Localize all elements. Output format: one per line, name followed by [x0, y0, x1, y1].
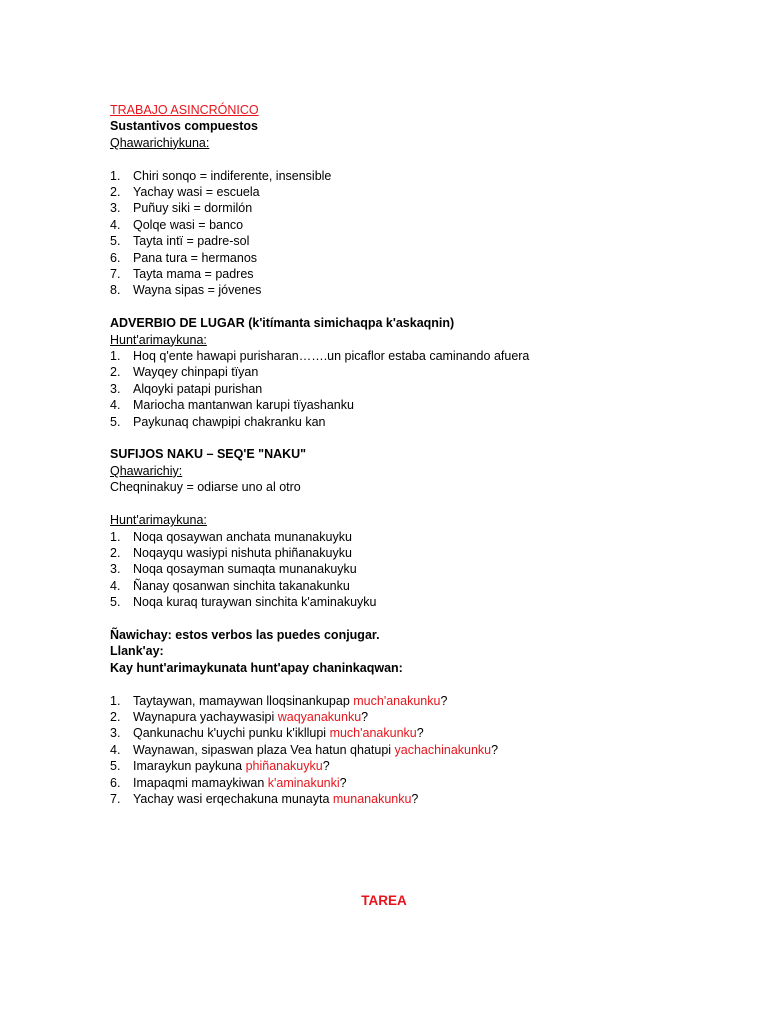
section2-title: ADVERBIO DE LUGAR (k'itímanta simichaqpa k'askaqnin) [110, 316, 455, 331]
list-item-text: Yachay wasi = escuela [133, 185, 260, 200]
section1-list [110, 168, 750, 299]
list-item-number: 2. [110, 185, 121, 200]
sentence-text: Taytaywan, mamaywan lloqsinankupap [133, 693, 354, 708]
list-item-number: 3. [110, 381, 121, 396]
list-item-number: 1. [110, 349, 121, 364]
section3-list [110, 529, 750, 611]
list-item-number: 5. [110, 414, 121, 429]
list-item-text: Ñanay qosanwan sinchita takanakunku [133, 578, 350, 593]
list-item-number: 5. [110, 595, 121, 610]
sentence-text: Imapaqmi mamaykiwan [133, 775, 268, 790]
list-item [110, 217, 750, 233]
sentence-text: Yachay wasi erqechakuna munayta [133, 791, 333, 806]
sentence-end: ? [339, 775, 347, 790]
list-item-text: Noqa qosayman sumaqta munanakuyku [133, 562, 357, 577]
list-item-number: 4. [110, 578, 121, 593]
sentence-end: ? [491, 742, 499, 757]
list-item [110, 742, 750, 758]
highlighted-verb: yachachinakunku [394, 742, 492, 757]
list-item-number: 6. [110, 775, 121, 790]
sentence-text: Imaraykun paykuna [133, 759, 246, 774]
section1-subtitle: Qhawarichiykuna: [110, 135, 210, 150]
list-item [110, 364, 750, 380]
list-item [110, 709, 750, 725]
list-item [110, 200, 750, 216]
list-item-text: Wayqey chinpapi tïyan [133, 365, 259, 380]
footer-tarea: TAREA [361, 893, 407, 908]
list-item-text: Chiri sonqo = indiferente, insensible [133, 168, 332, 183]
document-page [110, 102, 750, 807]
section4-reading-note: Ñawichay: estos verbos las puedes conjugar. [110, 627, 380, 642]
list-item-text [133, 775, 347, 791]
highlighted-verb: much'anakunku [353, 693, 441, 708]
sentence-end: ? [361, 709, 369, 724]
list-item-text [133, 742, 498, 758]
list-item-number: 7. [110, 267, 121, 282]
list-item [110, 775, 750, 791]
sentence-text: Qankunachu k'uychi punku k'ikllupi [133, 726, 330, 741]
section3-title: SUFIJOS NAKU – SEQ'E "NAKU" [110, 447, 307, 462]
highlighted-verb: k'aminakunki [267, 775, 340, 790]
list-item-number: 1. [110, 529, 121, 544]
sentence-text: Waynawan, sipaswan plaza Vea hatun qhatupi [133, 742, 395, 757]
section3-example: Cheqninakuy = odiarse uno al otro [110, 480, 301, 495]
section4-instruction: Kay hunt'arimaykunata hunt'apay chaninkaqwan: [110, 660, 403, 675]
list-item-number: 2. [110, 365, 121, 380]
list-item [110, 561, 750, 577]
list-item-text: Noqa kuraq turaywan sinchita k'aminakuyku [133, 595, 377, 610]
list-item [110, 266, 750, 282]
section4-list [110, 693, 750, 808]
highlighted-verb: much'anakunku [329, 726, 417, 741]
list-item-text [133, 693, 447, 709]
list-item-text: Paykunaq chawpipi chakranku kan [133, 414, 326, 429]
list-item-number: 1. [110, 693, 121, 708]
list-item [110, 725, 750, 741]
list-item-number: 3. [110, 562, 121, 577]
list-item-text [133, 791, 418, 807]
list-item [110, 791, 750, 807]
sentence-end: ? [440, 693, 448, 708]
list-item-number: 2. [110, 709, 121, 724]
heading: TRABAJO ASINCRÓNICO [110, 103, 259, 117]
list-item [110, 282, 750, 298]
highlighted-verb: phiñanakuyku [245, 759, 323, 774]
list-item-number: 5. [110, 234, 121, 249]
sentence-end: ? [416, 726, 424, 741]
sentence-end: ? [411, 791, 419, 806]
list-item-text: Tayta mama = padres [133, 267, 254, 282]
list-item-text [133, 709, 368, 725]
highlighted-verb: munanakunku [332, 791, 412, 806]
list-item [110, 545, 750, 561]
list-item-number: 4. [110, 398, 121, 413]
list-item [110, 397, 750, 413]
section3-subtitle2: Hunt'arimaykuna: [110, 513, 207, 528]
list-item [110, 381, 750, 397]
highlighted-verb: waqyanakunku [277, 709, 362, 724]
list-item-text: Mariocha mantanwan karupi tïyashanku [133, 398, 354, 413]
section4-work-label: Llank'ay: [110, 644, 164, 659]
list-item-text: Wayna sipas = jóvenes [133, 283, 262, 298]
list-item [110, 348, 750, 364]
list-item-text: Qolqe wasi = banco [133, 217, 244, 232]
section2-subtitle: Hunt'arimaykuna: [110, 332, 207, 347]
list-item [110, 250, 750, 266]
list-item-number: 4. [110, 742, 121, 757]
section3-subtitle: Qhawarichiy: [110, 463, 183, 478]
list-item-text [133, 758, 330, 774]
list-item-number: 7. [110, 791, 121, 806]
list-item-number: 4. [110, 217, 121, 232]
list-item-text [133, 725, 424, 741]
list-item [110, 594, 750, 610]
sentence-text: Waynapura yachaywasipi [133, 709, 278, 724]
sentence-end: ? [322, 759, 330, 774]
list-item-text: Hoq q'ente hawapi purisharan…….un picaflor estaba caminando afuera [133, 349, 530, 364]
list-item-number: 5. [110, 759, 121, 774]
list-item [110, 414, 750, 430]
list-item-text: Tayta intï = padre-sol [133, 234, 250, 249]
list-item-number: 3. [110, 726, 121, 741]
section1-title: Sustantivos compuestos [110, 119, 258, 134]
list-item [110, 184, 750, 200]
list-item-number: 8. [110, 283, 121, 298]
list-item-text: Pana tura = hermanos [133, 250, 258, 265]
list-item [110, 578, 750, 594]
list-item [110, 693, 750, 709]
list-item-number: 1. [110, 168, 121, 183]
list-item [110, 168, 750, 184]
list-item [110, 529, 750, 545]
list-item-number: 3. [110, 201, 121, 216]
list-item-text: Noqa qosaywan anchata munanakuyku [133, 529, 352, 544]
list-item-text: Alqoyki patapi purishan [133, 381, 263, 396]
list-item-number: 2. [110, 545, 121, 560]
list-item [110, 233, 750, 249]
list-item-text: Puñuy siki = dormilón [133, 201, 253, 216]
list-item-text: Noqayqu wasiypi nishuta phiñanakuyku [133, 545, 352, 560]
list-item [110, 758, 750, 774]
list-item-number: 6. [110, 250, 121, 265]
section2-list [110, 348, 750, 430]
